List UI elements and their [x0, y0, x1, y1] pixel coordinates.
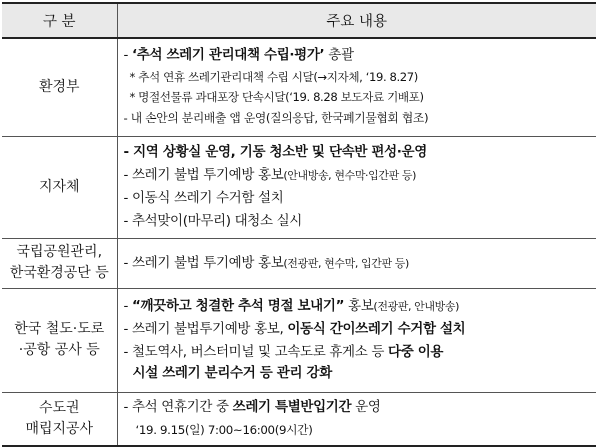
row-contents [117, 392, 596, 446]
row-contents [117, 38, 596, 136]
table-row [2, 136, 596, 238]
table-row [2, 392, 596, 446]
row-contents [117, 238, 596, 288]
row-contents [117, 288, 596, 392]
row-contents [117, 136, 596, 238]
content-subline: * 명절선물류 과대포장 단속시달(‘19. 8.28 보도자료 기배포) [129, 90, 424, 105]
row-category: 지자체 [2, 136, 117, 238]
table-header-row [2, 3, 596, 38]
row-category: 한국 철도·도로 ·공항 공사 등 [2, 288, 117, 392]
row-category: 국립공원관리, 한국환경공단 등 [2, 238, 117, 288]
table-row [2, 238, 596, 288]
management-table [2, 2, 596, 447]
content-line: - 철도역사, 버스터미널 및 고속도로 휴게소 등 다중 이용 [123, 344, 444, 360]
header-category: 구 분 [2, 3, 117, 38]
content-subline: * 추석 연휴 쓰레기관리대책 수립 시달(→지자체, ‘19. 8.27) [129, 70, 418, 85]
row-category: 수도권 매립지공사 [2, 392, 117, 446]
content-line: 시설 쓰레기 분리수거 등 관리 강화 [132, 365, 332, 381]
content-line: - 쓰레기 불법 투기예방 홍보(전광판, 현수막, 입간판 등) [123, 254, 409, 271]
content-line: - 쓰레기 불법 투기예방 홍보(안내방송, 현수막·입간판 등) [123, 167, 417, 183]
header-contents: 주요 내용 [117, 3, 596, 38]
content-line: - 추석맞이(마무리) 대청소 실시 [123, 213, 302, 229]
content-line: - “깨끗하고 청결한 추석 명절 보내기” 홍보(전광판, 안내방송) [123, 298, 459, 314]
table-row [2, 288, 596, 392]
content-line: - 쓰레기 불법투기예방 홍보, 이동식 간이쓰레기 수거함 설치 [123, 321, 466, 337]
content-line: ‘19. 9.15(일) 7:00~16:00(9시간) [135, 422, 313, 437]
content-line: - ‘추석 쓰레기 관리대책 수립·평가’ 총괄 [123, 47, 354, 64]
content-line: - 이동식 쓰레기 수거함 설치 [123, 190, 284, 206]
content-line: - 내 손안의 분리배출 앱 운영(질의응답, 한국폐기물협회 협조) [123, 111, 429, 126]
content-line: - 지역 상황실 운영, 기동 청소반 및 단속반 편성·운영 [123, 144, 427, 160]
content-table-wrapper [2, 2, 596, 447]
content-line: - 추석 연휴기간 중 쓰레기 특별반입기간 운영 [123, 398, 381, 415]
row-category: 환경부 [2, 38, 117, 136]
table-row [2, 38, 596, 136]
